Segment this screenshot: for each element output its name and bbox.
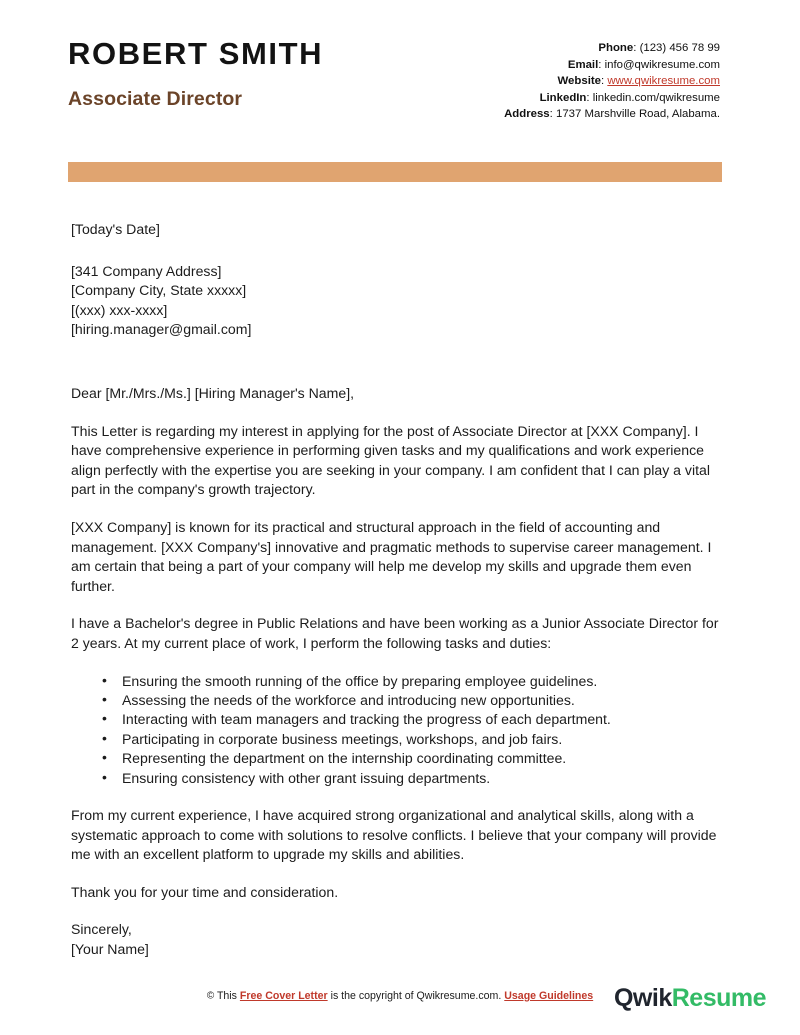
signoff-name: [Your Name] [71, 940, 149, 957]
contact-row-address [504, 106, 720, 123]
footer-text-before: This [214, 989, 240, 1002]
recipient-city-line: [Company City, State xxxxx] [71, 282, 247, 299]
list-item: • Assessing the needs of the workforce and introducing new opportunities. [71, 691, 723, 710]
contact-value-address: 1737 Marshville Road, Alabama. [556, 108, 720, 121]
list-item: • Ensuring the smooth running of the office by preparing employee guidelines. [71, 672, 723, 691]
footer-text-middle: is the copyright of Qwikresume.com. [327, 989, 505, 1002]
applicant-job-title: Associate Director [68, 87, 243, 110]
list-item: • Interacting with team managers and tracking the progress of each department. [71, 710, 723, 729]
contact-separator: : [549, 108, 556, 121]
logo-text-qwik: Qwik [613, 984, 672, 1012]
letter-thanks: Thank you for your time and consideration. [71, 883, 339, 900]
letter-paragraph-3: I have a Bachelor's degree in Public Relations and have been working as a Junior Associate Director for 2 years. At my current place of work, I perform the following tasks and duties: [71, 615, 719, 651]
list-item: • Ensuring consistency with other grant issuing departments. [71, 769, 723, 788]
contact-separator: : [600, 75, 608, 88]
usage-guidelines-link[interactable]: Usage Guidelines [504, 989, 594, 1002]
list-item: • Representing the department on the internship coordinating committee. [71, 749, 723, 768]
letter-header [0, 34, 800, 123]
duties-list [71, 672, 723, 788]
contact-value-email: info@qwikresume.com [604, 58, 720, 71]
letter-date: [Today's Date] [71, 221, 160, 237]
contact-label-website: Website [557, 75, 601, 88]
letter-paragraph-4: From my current experience, I have acquired strong organizational and analytical skills, along with a systematic approach to come with solutions to resolve conflicts. I believe that your company will provide me with an excellent platform to upgrade my skills and abilities. [71, 806, 717, 863]
copyright-icon: © [206, 990, 215, 1002]
free-cover-letter-link[interactable]: Free Cover Letter [239, 989, 328, 1002]
recipient-phone-line: [(xxx) xxx-xxxx] [71, 301, 168, 318]
letter-footer [0, 973, 800, 1019]
contact-label-email: Email [567, 58, 599, 71]
letter-salutation: Dear [Mr./Mrs./Ms.] [Hiring Manager's Name], [71, 384, 355, 401]
letter-paragraph-1: This Letter is regarding my interest in applying for the post of Associate Director at [XXX Company]. I have comprehensive experience in performing given tasks and my qualifications and work experience align perfectly with the expertise you are seeking in your company. I am confident that I can play a vital part in the company's growth trajectory. [71, 422, 710, 498]
recipient-address-block [71, 262, 723, 340]
recipient-address-line: [341 Company Address] [71, 262, 222, 279]
contact-separator: : [598, 58, 605, 71]
qwikresume-logo [614, 986, 766, 1011]
signoff-closing: Sincerely, [71, 921, 132, 938]
contact-label-linkedin: LinkedIn [539, 91, 587, 104]
contact-label-phone: Phone [598, 42, 634, 54]
contact-details-block [504, 34, 720, 123]
letter-signoff [71, 920, 723, 959]
contact-label-address: Address [504, 108, 550, 121]
contact-row-linkedin [504, 90, 720, 107]
recipient-email-line: [hiring.manager@gmail.com] [71, 321, 252, 338]
contact-value-phone: (123) 456 78 99 [639, 42, 720, 54]
contact-value-linkedin: linkedin.com/qwikresume [592, 91, 720, 104]
contact-row-email [504, 57, 720, 74]
identity-block [68, 34, 323, 110]
contact-separator: : [586, 91, 593, 104]
contact-value-website-link[interactable]: www.qwikresume.com [607, 75, 720, 88]
list-item: • Participating in corporate business meetings, workshops, and job fairs. [71, 730, 723, 749]
logo-text-resume: Resume [671, 984, 766, 1012]
contact-row-phone [504, 40, 720, 57]
accent-divider-bar [68, 162, 722, 182]
contact-row-website [504, 73, 720, 90]
letter-paragraph-2: [XXX Company] is known for its practical and structural approach in the field of accounting and management. [XXX Company's] innovative and pragmatic methods to supervise career management. I am certain that being a part of your company will help me develop my skills and upgrade them even further. [71, 518, 712, 594]
letter-body [71, 220, 723, 960]
applicant-name: ROBERT SMITH [68, 36, 324, 71]
contact-separator: : [633, 42, 640, 54]
